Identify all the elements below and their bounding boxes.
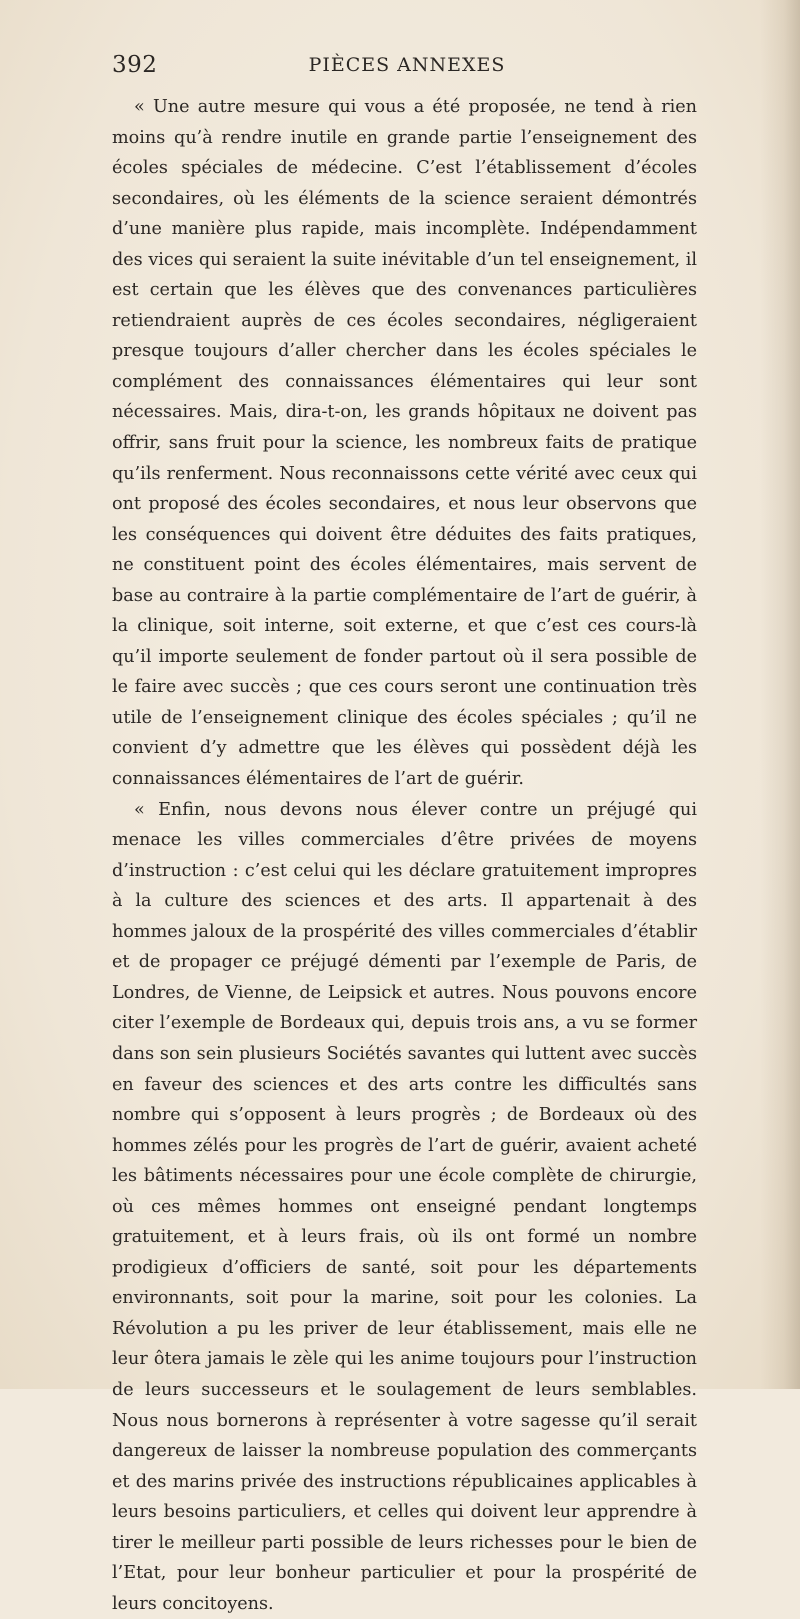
body-text: [112, 92, 697, 1619]
paragraph: « Une autre mesure qui vous a été proposée, ne tend à rien moins qu’à rendre inutile en grande partie l’enseignement des écoles spéciales de médecine. C’est l’établissement d’écoles secondaires, où les éléments de la science seraient démontrés d’une manière plus rapide, mais incomplète. Indépendamment des vices qui seraient la suite inévitable d’un tel enseignement, il est certain que les élèves que des convenances particulières retiendraient auprès de ces écoles secondaires, négligeraient presque toujours d’aller chercher dans les écoles spéciales le complément des connaissances élémentaires qui leur sont nécessaires. Mais, dira-t-on, les grands hôpitaux ne doivent pas offrir, sans fruit pour la science, les nombreux faits de pratique qu’ils renferment. Nous reconnaissons cette vérité avec ceux qui ont proposé des écoles secondaires, et nous leur observons que les conséquences qui doivent être déduites des faits pratiques, ne constituent point des écoles élémentaires, mais servent de base au contraire à la partie complémentaire de l’art de guérir, à la clinique, soit interne, soit externe, et que c’est ces cours-là qu’il importe seulement de fonder partout où il sera possible de le faire avec succès ; que ces cours seront une continuation très utile de l’enseignement clinique des écoles spéciales ; qu’il ne convient d’y admettre que les élèves qui possèdent déjà les connaissances élémentaires de l’art de guérir.: [112, 97, 697, 790]
page-number: 392: [112, 52, 158, 78]
paragraph: « Enfin, nous devons nous élever contre un préjugé qui menace les villes commerciales d’être privées de moyens d’instruction : c’est celui qui les déclare gratuitement impropres à la culture des sciences et des arts. Il appartenait à des hommes jaloux de la prospérité des villes commerciales d’établir et de propager ce préjugé démenti par l’exemple de Paris, de Londres, de Vienne, de Leipsick et autres. Nous pouvons encore citer l’exemple de Bordeaux qui, depuis trois ans, a vu se former dans son sein plusieurs Sociétés savantes qui luttent avec succès en faveur des sciences et des arts contre les difficultés sans nombre qui s’opposent à leurs progrès ; de Bordeaux où des hommes zélés pour les progrès de l’art de guérir, avaient acheté les bâtiments nécessaires pour une école complète de chirurgie, où ces mêmes hommes ont enseigné pendant longtemps gratuitement, et à leurs frais, où ils ont formé un nombre prodigieux d’officiers de santé, soit pour les départements environnants, soit pour la marine, soit pour les colonies. La Révolution a pu les priver de leur établissement, mais elle ne leur ôtera jamais le zèle qui les anime toujours pour l’instruction de leurs successeurs et le soulagement de leurs semblables. Nous nous bornerons à représenter à votre sagesse qu’il serait dangereux de laisser la nombreuse population des commerçants et des marins privée des instructions républicaines applicables à leurs besoins particuliers, et celles qui doivent leur apprendre à tirer le meilleur parti possible de leurs richesses pour le bien de l’Etat, pour leur bonheur particulier et pour la prospérité de leurs concitoyens.: [112, 799, 697, 1614]
running-head: PIÈCES ANNEXES: [308, 54, 506, 76]
page-edge-shadow: [760, 0, 800, 1389]
page-header: [112, 52, 702, 88]
